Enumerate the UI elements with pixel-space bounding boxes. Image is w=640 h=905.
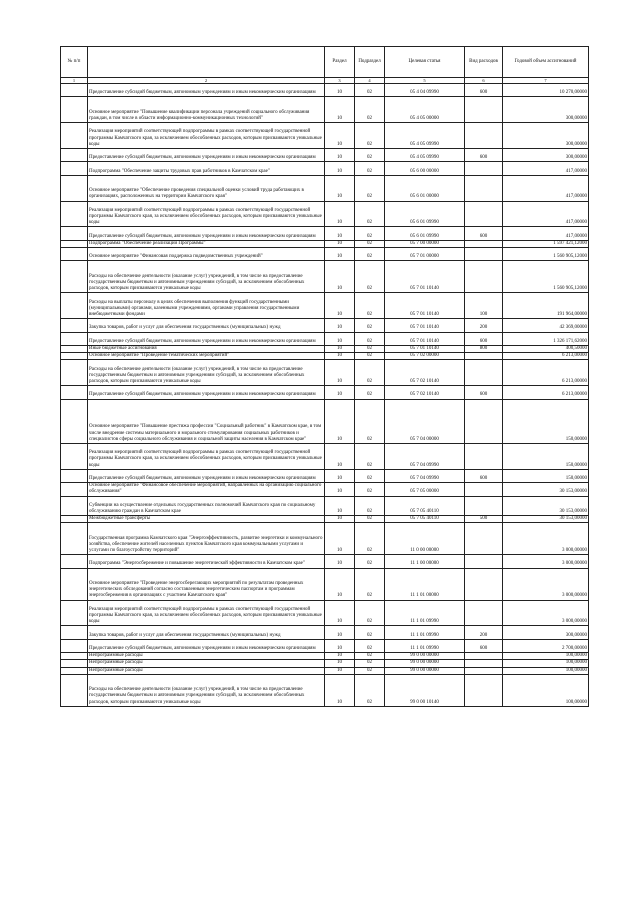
table-row xyxy=(61,568,589,600)
row-name-cell: Основное мероприятие "Повышение квалификации персонала учреждений социального обслуживания граждан, в том числе в области информационно-коммуникационных технологий" xyxy=(88,97,325,123)
row-name-cell: Основное мероприятие "Обеспечение проведения специальной оценки условий труда работающих в организациях, расположенных на территории Камчатского края" xyxy=(88,175,325,201)
row-expense-cell: 200 xyxy=(465,626,503,639)
row-name-cell: Расходы на обеспечение деятельности (оказание услуг) учреждений, в том числе на предоставление государственным бюджетным и автономным учреждениям субсидий, за исключением обособленных расходов, которым присваиваются уникальные коды xyxy=(88,360,325,386)
row-section-cell: 10 xyxy=(325,386,355,399)
row-num-cell xyxy=(61,667,88,674)
row-target-cell: 05 7 04 00000 xyxy=(385,399,465,443)
row-subsection-cell: 02 xyxy=(355,345,385,352)
row-amount-cell: 1 560 905,12000 xyxy=(503,261,589,293)
row-subsection-cell: 02 xyxy=(355,240,385,247)
row-section-cell: 10 xyxy=(325,399,355,443)
row-section-cell: 10 xyxy=(325,319,355,332)
row-target-cell: 05 7 05 40110 xyxy=(385,496,465,516)
row-name-cell: Непрограммные расходы xyxy=(88,653,325,660)
row-name-cell: Предоставление субсидий бюджетным, автономным учреждениям и иным некоммерческим организациям xyxy=(88,332,325,345)
row-section-cell: 10 xyxy=(325,674,355,706)
row-subsection-cell: 02 xyxy=(355,653,385,660)
row-subsection-cell: 02 xyxy=(355,483,385,496)
row-section-cell: 10 xyxy=(325,148,355,161)
row-num-cell xyxy=(61,293,88,319)
row-expense-cell xyxy=(465,97,503,123)
row-amount-cell: 10 270,00000 xyxy=(503,84,589,97)
table-row xyxy=(61,653,589,660)
row-name-cell: Основное мероприятие "Финансовое обеспечение мероприятий, направленных на организацию социального обслуживания" xyxy=(88,483,325,496)
row-section-cell: 10 xyxy=(325,201,355,227)
header-section: Раздел xyxy=(325,47,355,78)
row-amount-cell: 100,00000 xyxy=(503,653,589,660)
row-num-cell xyxy=(61,443,88,469)
row-expense-cell: 600 xyxy=(465,332,503,345)
row-target-cell: 99 0 00 00000 xyxy=(385,660,465,667)
row-amount-cell: 300,00000 xyxy=(503,626,589,639)
row-name-cell: Основное мероприятие "Повышение престижа профессии "Социальный работник" в Камчатском крае, в том числе внедрение системы материального и морального стимулирования социальных работников и специалистов сферы социального обслуживания и социальной защиты населения в Камчатском крае" xyxy=(88,399,325,443)
row-target-cell: 05 7 04 09990 xyxy=(385,443,465,469)
table-row xyxy=(61,345,589,352)
row-name-cell: Предоставление субсидий бюджетным, автономным учреждениям и иным некоммерческим организациям xyxy=(88,227,325,240)
row-name-cell: Подпрограмма "Обеспечение реализации Программы" xyxy=(88,240,325,247)
row-subsection-cell: 02 xyxy=(355,399,385,443)
table-row xyxy=(61,667,589,674)
row-name-cell: Расходы на обеспечение деятельности (оказание услуг) учреждений, в том числе на предоставление государственным бюджетным и автономным учреждениям субсидий, за исключением обособленных расходов, которым присваиваются уникальные коды xyxy=(88,261,325,293)
row-target-cell: 11 1 01 09990 xyxy=(385,626,465,639)
row-name-cell: Подпрограмма "Энергосбережение и повышение энергетической эффективности в Камчатском крае" xyxy=(88,555,325,568)
row-section-cell: 10 xyxy=(325,483,355,496)
row-section-cell: 10 xyxy=(325,227,355,240)
budget-table-container xyxy=(60,46,588,707)
row-num-cell xyxy=(61,626,88,639)
row-subsection-cell: 02 xyxy=(355,332,385,345)
row-section-cell: 10 xyxy=(325,600,355,626)
row-num-cell xyxy=(61,674,88,706)
table-row xyxy=(61,516,589,523)
row-num-cell xyxy=(61,261,88,293)
row-target-cell: 11 1 00 00000 xyxy=(385,555,465,568)
row-amount-cell: 191 964,00000 xyxy=(503,293,589,319)
row-num-cell xyxy=(61,386,88,399)
table-row xyxy=(61,201,589,227)
row-subsection-cell: 02 xyxy=(355,568,385,600)
row-amount-cell: 417,00000 xyxy=(503,227,589,240)
row-expense-cell: 600 xyxy=(465,148,503,161)
row-expense-cell xyxy=(465,653,503,660)
row-amount-cell: 30 153,00000 xyxy=(503,483,589,496)
row-amount-cell: 150,00000 xyxy=(503,469,589,482)
row-name-cell: Непрограммные расходы xyxy=(88,660,325,667)
row-expense-cell xyxy=(465,247,503,260)
row-amount-cell: 150,00000 xyxy=(503,443,589,469)
row-name-cell: Непрограммные расходы xyxy=(88,667,325,674)
row-expense-cell xyxy=(465,123,503,149)
row-expense-cell xyxy=(465,674,503,706)
row-num-cell xyxy=(61,345,88,352)
row-target-cell: 05 6 01 09990 xyxy=(385,201,465,227)
row-expense-cell: 500 xyxy=(465,516,503,523)
row-section-cell: 10 xyxy=(325,97,355,123)
row-amount-cell: 417,00000 xyxy=(503,175,589,201)
table-row xyxy=(61,332,589,345)
row-name-cell: Подпрограмма "Обеспечение защиты трудовых прав работников в Камчатском крае" xyxy=(88,162,325,175)
row-expense-cell: 600 xyxy=(465,469,503,482)
row-amount-cell: 400,50000 xyxy=(503,345,589,352)
table-row xyxy=(61,626,589,639)
table-row xyxy=(61,175,589,201)
row-target-cell: 05 7 01 10140 xyxy=(385,332,465,345)
row-target-cell: 05 7 01 10140 xyxy=(385,345,465,352)
row-section-cell: 10 xyxy=(325,162,355,175)
row-num-cell xyxy=(61,469,88,482)
row-name-cell: Предоставление субсидий бюджетным, автономным учреждениям и иным некоммерческим организациям xyxy=(88,148,325,161)
row-num-cell xyxy=(61,175,88,201)
row-section-cell: 10 xyxy=(325,523,355,555)
row-expense-cell: 200 xyxy=(465,319,503,332)
row-num-cell xyxy=(61,227,88,240)
row-num-cell xyxy=(61,523,88,555)
row-section-cell: 10 xyxy=(325,555,355,568)
row-name-cell: Расходы на выплаты персоналу в целях обеспечения выполнения функций государственными (муниципальными) органами, казенными учреждениями, органами управления государственными внебюджетными фондами xyxy=(88,293,325,319)
row-amount-cell: 42 369,00000 xyxy=(503,319,589,332)
row-expense-cell xyxy=(465,660,503,667)
row-expense-cell: 100 xyxy=(465,293,503,319)
table-row xyxy=(61,523,589,555)
row-target-cell: 05 7 00 00000 xyxy=(385,240,465,247)
row-num-cell xyxy=(61,639,88,652)
row-target-cell: 05 7 02 00000 xyxy=(385,353,465,360)
row-amount-cell: 1 326 171,62000 xyxy=(503,332,589,345)
header-expense: Вид расходов xyxy=(465,47,503,78)
row-target-cell: 05 7 05 00000 xyxy=(385,483,465,496)
table-row xyxy=(61,162,589,175)
row-name-cell: Предоставление субсидий бюджетным, автономным учреждениям и иным некоммерческим организациям xyxy=(88,639,325,652)
budget-table xyxy=(60,46,589,707)
row-target-cell: 11 1 01 00000 xyxy=(385,568,465,600)
row-num-cell xyxy=(61,84,88,97)
row-section-cell: 10 xyxy=(325,639,355,652)
row-amount-cell: 30 153,00000 xyxy=(503,516,589,523)
row-section-cell: 10 xyxy=(325,660,355,667)
table-row xyxy=(61,483,589,496)
table-header xyxy=(61,47,589,84)
row-expense-cell: 600 xyxy=(465,84,503,97)
row-name-cell: Межбюджетные трансферты xyxy=(88,516,325,523)
row-section-cell: 10 xyxy=(325,247,355,260)
row-name-cell: Предоставление субсидий бюджетным, автономным учреждениям и иным некоммерческим организациям xyxy=(88,386,325,399)
row-subsection-cell: 02 xyxy=(355,639,385,652)
row-subsection-cell: 02 xyxy=(355,261,385,293)
col-number: 6 xyxy=(465,78,503,84)
row-amount-cell: 2 700,00000 xyxy=(503,639,589,652)
row-subsection-cell: 02 xyxy=(355,667,385,674)
row-expense-cell: 800 xyxy=(465,345,503,352)
row-subsection-cell: 02 xyxy=(355,162,385,175)
row-amount-cell: 3 000,00000 xyxy=(503,600,589,626)
row-subsection-cell: 02 xyxy=(355,353,385,360)
row-subsection-cell: 02 xyxy=(355,97,385,123)
row-amount-cell: 300,00000 xyxy=(503,148,589,161)
row-target-cell: 05 7 04 09990 xyxy=(385,469,465,482)
row-section-cell: 10 xyxy=(325,667,355,674)
row-target-cell: 05 7 01 10140 xyxy=(385,261,465,293)
table-row xyxy=(61,399,589,443)
row-num-cell xyxy=(61,148,88,161)
row-subsection-cell: 02 xyxy=(355,496,385,516)
table-row xyxy=(61,674,589,706)
row-section-cell: 10 xyxy=(325,332,355,345)
table-row xyxy=(61,240,589,247)
col-number: 3 xyxy=(325,78,355,84)
row-expense-cell xyxy=(465,201,503,227)
table-row xyxy=(61,496,589,516)
header-amount: Годовой объем ассигнований xyxy=(503,47,589,78)
row-expense-cell xyxy=(465,399,503,443)
row-amount-cell: 6 213,00000 xyxy=(503,360,589,386)
row-num-cell xyxy=(61,332,88,345)
row-subsection-cell: 02 xyxy=(355,247,385,260)
row-target-cell: 05 7 01 10140 xyxy=(385,293,465,319)
row-num-cell xyxy=(61,483,88,496)
col-number: 2 xyxy=(88,78,325,84)
table-row xyxy=(61,293,589,319)
row-name-cell: Иные бюджетные ассигнования xyxy=(88,345,325,352)
table-row xyxy=(61,555,589,568)
row-section-cell: 10 xyxy=(325,84,355,97)
row-num-cell xyxy=(61,555,88,568)
table-row xyxy=(61,148,589,161)
row-subsection-cell: 02 xyxy=(355,674,385,706)
row-target-cell: 05 6 01 09990 xyxy=(385,227,465,240)
row-amount-cell: 417,00000 xyxy=(503,162,589,175)
row-subsection-cell: 02 xyxy=(355,626,385,639)
row-section-cell: 10 xyxy=(325,175,355,201)
row-name-cell: Расходы на обеспечение деятельности (оказание услуг) учреждений, в том числе на предоставление государственным бюджетным и автономным учреждениям субсидий, за исключением обособленных расходов, которым присваиваются уникальные коды xyxy=(88,674,325,706)
row-subsection-cell: 02 xyxy=(355,516,385,523)
row-name-cell: Реализация мероприятий соответствующей подпрограммы в рамках соответствующей государственной программы Камчатского края, за исключением обособленных расходов, которым присваиваются уникальные коды xyxy=(88,443,325,469)
row-section-cell: 10 xyxy=(325,516,355,523)
row-amount-cell: 417,00000 xyxy=(503,201,589,227)
row-name-cell: Закупка товаров, работ и услуг для обеспечения государственных (муниципальных) нужд xyxy=(88,319,325,332)
row-num-cell xyxy=(61,496,88,516)
row-target-cell: 11 0 00 00000 xyxy=(385,523,465,555)
row-subsection-cell: 02 xyxy=(355,386,385,399)
table-row xyxy=(61,660,589,667)
table-row xyxy=(61,360,589,386)
row-target-cell: 99 0 00 00000 xyxy=(385,653,465,660)
row-target-cell: 05 7 02 10140 xyxy=(385,360,465,386)
row-num-cell xyxy=(61,97,88,123)
row-expense-cell xyxy=(465,261,503,293)
row-num-cell xyxy=(61,360,88,386)
row-amount-cell: 6 213,00000 xyxy=(503,386,589,399)
row-amount-cell: 3 000,00000 xyxy=(503,555,589,568)
table-row xyxy=(61,600,589,626)
row-target-cell: 99 0 00 00000 xyxy=(385,667,465,674)
table-body xyxy=(61,84,589,707)
col-number: 7 xyxy=(503,78,589,84)
row-target-cell: 05 4 05 09990 xyxy=(385,148,465,161)
row-name-cell: Основное мероприятие "Финансовая поддержка подведомственных учреждений" xyxy=(88,247,325,260)
table-row xyxy=(61,469,589,482)
row-subsection-cell: 02 xyxy=(355,201,385,227)
row-amount-cell: 100,00000 xyxy=(503,660,589,667)
row-name-cell: Государственная программа Камчатского края "Энергоэффективность, развитие энергетики и коммунального хозяйства, обеспечение жителей населенных пунктов Камчатского края коммунальными услугами и услугами по благоустройству территорий" xyxy=(88,523,325,555)
row-name-cell: Основное мероприятие "Проведение энергосберегающих мероприятий по результатам проведенных энергетических обследований согласно составленным энергетическим паспортам и программам энергосбережения в организациях с участием Камчатского края" xyxy=(88,568,325,600)
row-subsection-cell: 02 xyxy=(355,660,385,667)
row-num-cell xyxy=(61,600,88,626)
row-num-cell xyxy=(61,516,88,523)
row-name-cell: Основное мероприятие "Проведение тематических мероприятий" xyxy=(88,353,325,360)
row-section-cell: 10 xyxy=(325,123,355,149)
row-target-cell: 05 6 00 00000 xyxy=(385,162,465,175)
row-target-cell: 99 0 00 10140 xyxy=(385,674,465,706)
row-name-cell: Реализация мероприятий соответствующей подпрограммы в рамках соответствующей государственной программы Камчатского края, за исключением обособленных расходов, которым присваиваются уникальные коды xyxy=(88,600,325,626)
row-subsection-cell: 02 xyxy=(355,360,385,386)
row-expense-cell xyxy=(465,496,503,516)
row-section-cell: 10 xyxy=(325,496,355,516)
row-target-cell: 05 7 02 10140 xyxy=(385,386,465,399)
header-subsection: Подраздел xyxy=(355,47,385,78)
row-num-cell xyxy=(61,660,88,667)
row-subsection-cell: 02 xyxy=(355,523,385,555)
header-num: № п/п xyxy=(61,47,88,78)
row-target-cell: 05 7 05 40110 xyxy=(385,516,465,523)
row-section-cell: 10 xyxy=(325,353,355,360)
row-amount-cell: 3 000,00000 xyxy=(503,523,589,555)
row-num-cell xyxy=(61,240,88,247)
row-amount-cell: 30 153,00000 xyxy=(503,496,589,516)
row-target-cell: 05 4 05 00000 xyxy=(385,97,465,123)
row-num-cell xyxy=(61,353,88,360)
row-amount-cell: 300,00000 xyxy=(503,97,589,123)
row-name-cell: Реализация мероприятий соответствующей подпрограммы в рамках соответствующей государственной программы Камчатского края, за исключением обособленных расходов, которым присваиваются уникальные коды xyxy=(88,123,325,149)
header-target: Целевая статья xyxy=(385,47,465,78)
row-subsection-cell: 02 xyxy=(355,84,385,97)
row-target-cell: 11 1 01 09990 xyxy=(385,600,465,626)
row-num-cell xyxy=(61,319,88,332)
row-amount-cell: 3 000,00000 xyxy=(503,568,589,600)
row-num-cell xyxy=(61,399,88,443)
row-expense-cell xyxy=(465,443,503,469)
row-target-cell: 05 7 01 10140 xyxy=(385,319,465,332)
row-subsection-cell: 02 xyxy=(355,555,385,568)
row-section-cell: 10 xyxy=(325,360,355,386)
row-target-cell: 05 7 01 00000 xyxy=(385,247,465,260)
header-name xyxy=(88,47,325,78)
table-row xyxy=(61,97,589,123)
table-row xyxy=(61,353,589,360)
row-section-cell: 10 xyxy=(325,443,355,469)
row-expense-cell: 600 xyxy=(465,227,503,240)
row-subsection-cell: 02 xyxy=(355,148,385,161)
table-row xyxy=(61,123,589,149)
col-number: 4 xyxy=(355,78,385,84)
table-row xyxy=(61,319,589,332)
row-name-cell: Закупка товаров, работ и услуг для обеспечения государственных (муниципальных) нужд xyxy=(88,626,325,639)
row-num-cell xyxy=(61,247,88,260)
row-expense-cell xyxy=(465,555,503,568)
col-number: 5 xyxy=(385,78,465,84)
table-row xyxy=(61,639,589,652)
row-amount-cell: 300,00000 xyxy=(503,123,589,149)
row-subsection-cell: 02 xyxy=(355,175,385,201)
row-subsection-cell: 02 xyxy=(355,469,385,482)
row-section-cell: 10 xyxy=(325,240,355,247)
row-section-cell: 10 xyxy=(325,293,355,319)
row-num-cell xyxy=(61,568,88,600)
row-expense-cell xyxy=(465,523,503,555)
row-amount-cell: 1 560 905,12000 xyxy=(503,247,589,260)
row-expense-cell xyxy=(465,568,503,600)
row-expense-cell xyxy=(465,162,503,175)
row-subsection-cell: 02 xyxy=(355,293,385,319)
row-expense-cell: 600 xyxy=(465,639,503,652)
row-name-cell: Предоставление субсидий бюджетным, автономным учреждениям и иным некоммерческим организациям xyxy=(88,469,325,482)
row-target-cell: 11 1 01 09990 xyxy=(385,639,465,652)
row-amount-cell: 100,00000 xyxy=(503,667,589,674)
row-target-cell: 05 6 01 00000 xyxy=(385,175,465,201)
table-row xyxy=(61,261,589,293)
row-name-cell: Субвенции на осуществление отдельных государственных полномочий Камчатского края по социальному обслуживанию граждан в Камчатском крае xyxy=(88,496,325,516)
row-subsection-cell: 02 xyxy=(355,443,385,469)
row-section-cell: 10 xyxy=(325,653,355,660)
table-row xyxy=(61,386,589,399)
table-row xyxy=(61,247,589,260)
row-amount-cell: 150,00000 xyxy=(503,399,589,443)
col-number: 1 xyxy=(61,78,88,84)
row-num-cell xyxy=(61,201,88,227)
row-subsection-cell: 02 xyxy=(355,319,385,332)
row-num-cell xyxy=(61,162,88,175)
row-section-cell: 10 xyxy=(325,345,355,352)
row-amount-cell: 1 597 421,12000 xyxy=(503,240,589,247)
row-expense-cell xyxy=(465,600,503,626)
row-section-cell: 10 xyxy=(325,626,355,639)
row-expense-cell xyxy=(465,240,503,247)
row-subsection-cell: 02 xyxy=(355,227,385,240)
row-num-cell xyxy=(61,123,88,149)
row-expense-cell xyxy=(465,483,503,496)
table-row xyxy=(61,84,589,97)
table-row xyxy=(61,227,589,240)
row-expense-cell xyxy=(465,667,503,674)
row-name-cell: Реализация мероприятий соответствующей подпрограммы в рамках соответствующей государственной программы Камчатского края, за исключением обособленных расходов, которым присваиваются уникальные коды xyxy=(88,201,325,227)
row-amount-cell: 6 213,00000 xyxy=(503,353,589,360)
row-section-cell: 10 xyxy=(325,469,355,482)
row-amount-cell: 100,00000 xyxy=(503,674,589,706)
row-expense-cell xyxy=(465,353,503,360)
row-expense-cell xyxy=(465,175,503,201)
row-subsection-cell: 02 xyxy=(355,123,385,149)
table-row xyxy=(61,443,589,469)
row-target-cell: 05 4 05 09990 xyxy=(385,123,465,149)
row-subsection-cell: 02 xyxy=(355,600,385,626)
row-name-cell: Предоставление субсидий бюджетным, автономным учреждениям и иным некоммерческим организациям xyxy=(88,84,325,97)
row-section-cell: 10 xyxy=(325,261,355,293)
row-section-cell: 10 xyxy=(325,568,355,600)
row-expense-cell xyxy=(465,360,503,386)
row-num-cell xyxy=(61,653,88,660)
row-target-cell: 05 4 04 09990 xyxy=(385,84,465,97)
row-expense-cell: 600 xyxy=(465,386,503,399)
